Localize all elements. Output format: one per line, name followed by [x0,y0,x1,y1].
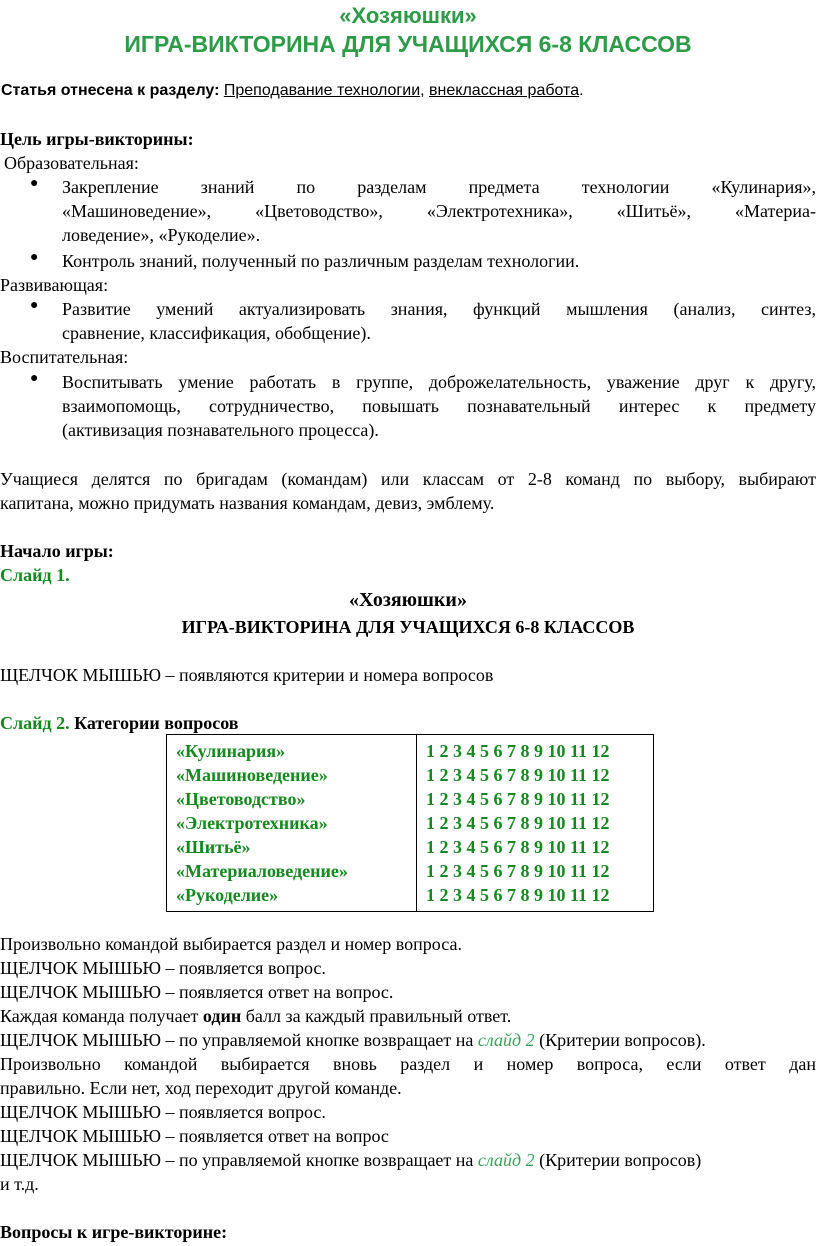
p4-text-a: Каждая команда получает [0,1006,203,1026]
bullet-icon: ● [30,176,39,191]
slide2-heading [0,711,816,735]
teams-line-1: Учащиеся делятся по бригадам (командам) или классам от 2-8 команд по выбору, выбирают [0,469,816,489]
edu-item-1-line-2: «Машиноведение», «Цветоводство», «Электротехника», «Шитьё», «Материа- [62,201,816,221]
question-numbers: 1 2 3 4 5 6 7 8 9 10 11 12 [426,789,610,809]
procedure-p7: ЩЕЛЧОК МЫШЬЮ – появляется вопрос. [0,1102,326,1122]
question-numbers: 1 2 3 4 5 6 7 8 9 10 11 12 [426,765,610,785]
bullet-icon: ● [30,371,39,386]
dev-item-1-line-1: Развитие умений актуализировать знания, функций мышления (анализ, синтез, [62,299,816,319]
procedure-p4 [0,1004,816,1028]
section-link-technology[interactable]: Преподавание технологии [223,82,421,99]
table-row [167,811,654,835]
upb-item-1-line-1: Воспитывать умение работать в группе, доброжелательность, уважение друг к другу, [62,372,816,392]
dev-item-1-line-2: сравнение, классификация, обобщение). [62,323,371,343]
table-row [167,763,654,787]
edu-item-2: Контроль знаний, полученный по различным разделам технологии. [62,251,580,271]
procedure-p5 [0,1028,816,1052]
p4-text-bold: один [202,1006,242,1026]
question-numbers: 1 2 3 4 5 6 7 8 9 10 11 12 [426,885,610,905]
upb-item-1-line-2: взаимопомощь, сотрудничество, повышать познавательный интерес к предмету [62,396,816,416]
slide2-link[interactable]: слайд 2 [477,1030,535,1050]
procedure-p8: ЩЕЛЧОК МЫШЬЮ – появляется ответ на вопрос [0,1126,389,1146]
procedure-p9 [0,1148,816,1172]
goal-educational-label: Образовательная: [4,153,139,173]
procedure-p9-line-2: и т.д. [0,1174,39,1194]
table-row [167,835,654,859]
category-name: «Шитьё» [167,835,417,859]
section-end: . [579,82,584,99]
procedure-p3: ЩЕЛЧОК МЫШЬЮ – появляется ответ на вопрос. [0,982,394,1002]
doc-title-main: ИГРА-ВИКТОРИНА ДЛЯ УЧАЩИХСЯ 6-8 КЛАССОВ [124,31,692,57]
procedure-p6-line-2: правильно. Если нет, ход переходит другой команде. [0,1078,402,1098]
question-numbers: 1 2 3 4 5 6 7 8 9 10 11 12 [426,861,610,881]
slide2-label: Слайд 2. [0,713,70,733]
category-name: «Машиноведение» [167,763,417,787]
procedure-p6-line-1: Произвольно командой выбирается вновь раздел и номер вопроса, если ответ дан [0,1054,816,1074]
category-name: «Рукоделие» [167,883,417,912]
p5-text-c: (Критерии вопросов). [534,1030,706,1050]
doc-title-quote: «Хозяюшки» [339,3,477,28]
slide1-title-quote: «Хозяюшки» [349,589,467,611]
questions-heading: Вопросы к игре-викторине: [0,1222,228,1242]
slide2-title: Категории вопросов [74,713,239,733]
bullet-icon: ● [30,250,39,265]
upb-item-1-line-3: (активизация познавательного процесса). [62,420,379,440]
procedure-p1: Произвольно командой выбирается раздел и номер вопроса. [0,934,462,954]
p5-text-a: ЩЕЛЧОК МЫШЬЮ – по управляемой кнопке возвращает на [0,1030,478,1050]
section-line [1,81,816,101]
categories-table [166,734,654,912]
section-link-extracurricular[interactable]: внеклассная работа [429,82,580,99]
table-row [167,787,654,811]
question-numbers: 1 2 3 4 5 6 7 8 9 10 11 12 [426,813,610,833]
p9-text-a: ЩЕЛЧОК МЫШЬЮ – по управляемой кнопке возвращает на [0,1150,478,1170]
p9-text-c: (Критерии вопросов) [534,1150,702,1170]
goals-heading: Цель игры-викторины: [0,129,194,149]
procedure-p2: ЩЕЛЧОК МЫШЬЮ – появляется вопрос. [0,958,326,978]
question-numbers: 1 2 3 4 5 6 7 8 9 10 11 12 [426,741,610,761]
table-row [167,859,654,883]
edu-item-1-line-3: ловедение», «Рукоделие». [62,225,261,245]
edu-item-1-line-1: Закрепление знаний по разделам предмета технологии «Кулинария», [62,177,816,197]
slide1-label: Слайд 1. [0,565,70,585]
section-label: Статья отнесена к разделу: [1,82,220,99]
table-row [167,883,654,912]
slide1-title-main: ИГРА-ВИКТОРИНА ДЛЯ УЧАЩИХСЯ 6-8 КЛАССОВ [181,617,635,637]
category-name: «Электротехника» [167,811,417,835]
p4-text-c: балл за каждый правильный ответ. [241,1006,512,1026]
start-heading: Начало игры: [0,541,114,561]
slide2-link[interactable]: слайд 2 [477,1150,535,1170]
goal-developing-label: Развивающая: [0,275,109,295]
category-name: «Цветоводство» [167,787,417,811]
table-row [167,735,654,764]
category-name: «Кулинария» [167,735,417,764]
category-name: «Материаловедение» [167,859,417,883]
question-numbers: 1 2 3 4 5 6 7 8 9 10 11 12 [426,837,610,857]
goal-upbringing-label: Воспитательная: [0,347,129,367]
section-separator: , [420,82,425,99]
teams-line-2: капитана, можно придумать названия командам, девиз, эмблему. [0,493,495,513]
click-instruction-1: ЩЕЛЧОК МЫШЬЮ – появляются критерии и номера вопросов [0,665,494,685]
bullet-icon: ● [30,298,39,313]
